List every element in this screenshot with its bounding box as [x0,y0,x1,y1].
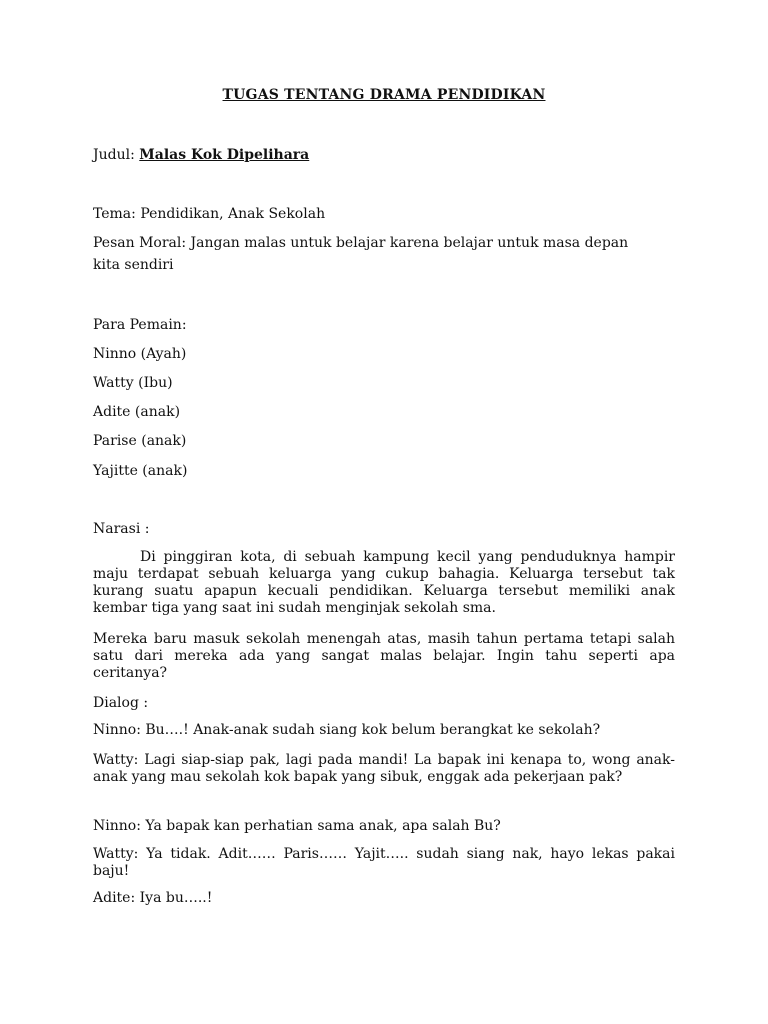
narasi-heading: Narasi : [93,521,150,537]
narasi-paragraph-1-text: Di pinggiran kota, di sebuah kampung kecil yang penduduknya hampir maju terdapat sebuah keluarga yang cukup bahagia. Keluarga tersebut tak kurang suatu apapun kecuali pendidikan. Keluarga tersebut memiliki anak kembar tiga yang saat ini sudah menginjak sekolah sma. [93,549,675,616]
pemain-item: Yajitte (anak) [93,463,188,479]
pesan-moral-line-1: Pesan Moral: Jangan malas untuk belajar karena belajar untuk masa depan [93,235,629,251]
pemain-item: Parise (anak) [93,433,187,449]
judul-value: Malas Kok Dipelihara [139,147,310,163]
narasi-paragraph-1 [93,549,675,617]
pemain-item: Ninno (Ayah) [93,346,187,362]
narasi-paragraph-2: Mereka baru masuk sekolah menengah atas, masih tahun pertama tetapi salah satu dari mereka ada yang sangat malas belajar. Ingin tahu seperti apa ceritanya? [93,631,675,681]
dialog-line: Ninno: Ya bapak kan perhatian sama anak, apa salah Bu? [93,818,501,834]
judul-label: Judul: [93,147,135,163]
para-pemain-heading: Para Pemain: [93,317,187,333]
pesan-moral-line-2: kita sendiri [93,257,174,273]
tema-line: Tema: Pendidikan, Anak Sekolah [93,206,326,222]
document-title: TUGAS TENTANG DRAMA PENDIDIKAN [222,87,546,103]
dialog-line: Adite: Iya bu…..! [93,890,213,906]
dialog-heading: Dialog : [93,695,149,711]
dialog-line: Ninno: Bu….! Anak-anak sudah siang kok belum berangkat ke sekolah? [93,722,601,738]
dialog-line: Watty: Lagi siap-siap pak, lagi pada mandi! La bapak ini kenapa to, wong anak-anak yang mau sekolah kok bapak yang sibuk, enggak ada pekerjaan pak? [93,752,675,785]
pemain-item: Adite (anak) [93,404,181,420]
judul-line [93,146,309,164]
pemain-item: Watty (Ibu) [93,375,173,391]
dialog-line: Watty: Ya tidak. Adit…… Paris…… Yajit….. sudah siang nak, hayo lekas pakai baju! [93,846,675,879]
